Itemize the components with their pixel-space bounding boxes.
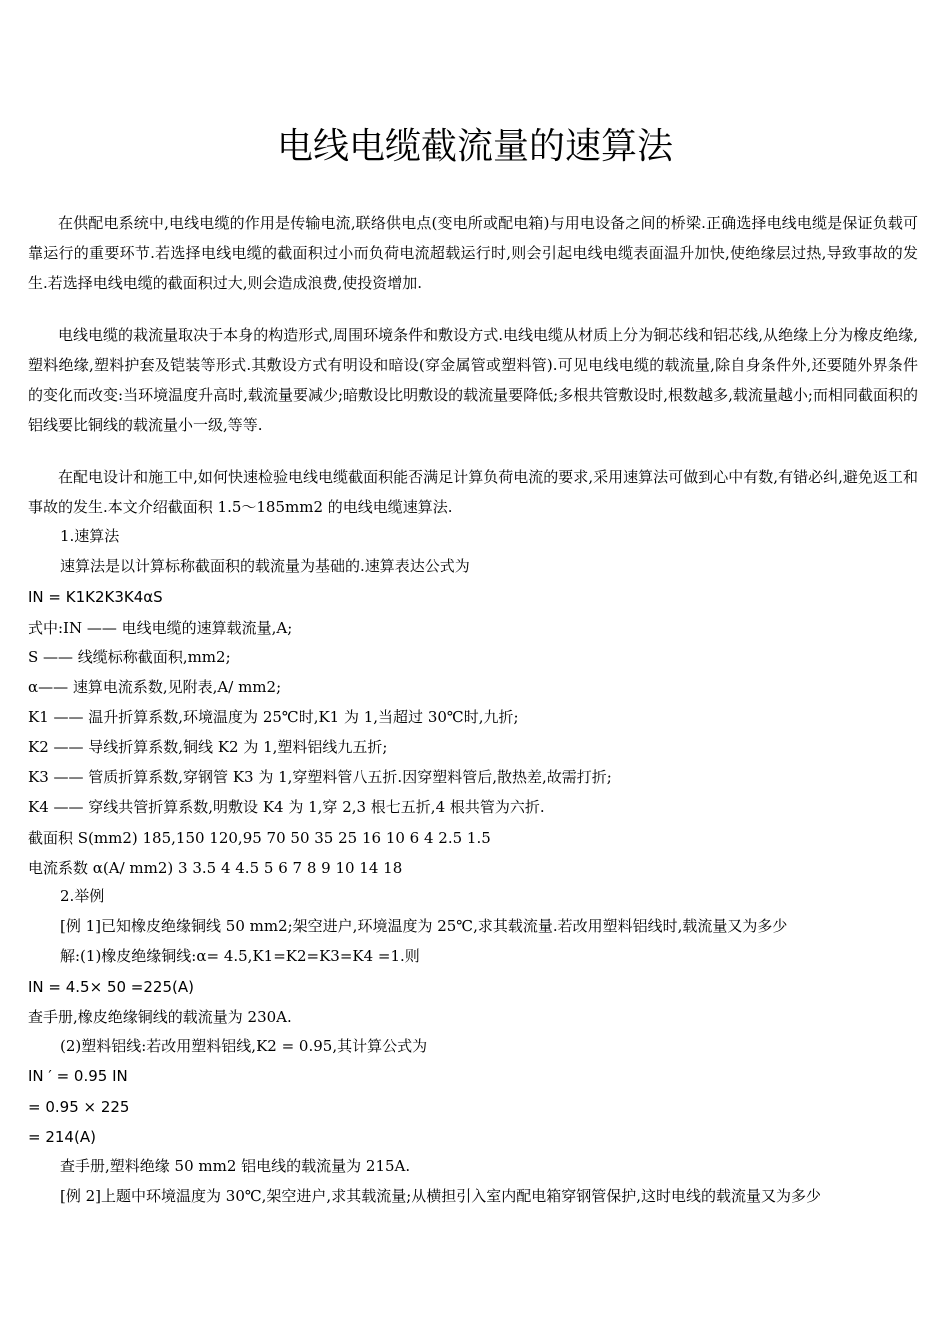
paragraph-design-purpose: 在配电设计和施工中,如何快速检验电线电缆截面积能否满足计算负荷电流的要求,采用速算法可做到心中有数,有错必纠,避免返工和事故的发生.本文介绍截面积 1.5～185mm2 的电线电缆速算法. — [28, 468, 918, 516]
formula-def-k2: K2 —— 导线折算系数,铜线 K2 为 1,塑料铝线九五折; — [28, 738, 388, 756]
example-1-calc: IN = 4.5× 50 =225(A) — [28, 978, 194, 996]
table-row-current-coefficient: 电流系数 α(A/ mm2) 3 3.5 4 4.5 5 6 7 8 9 10 14 18 — [28, 859, 403, 877]
example-1-calc-prime: IN ′ = 0.95 IN — [28, 1067, 128, 1085]
formula-def-k4: K4 —— 穿线共管折算系数,明敷设 K4 为 1,穿 2,3 根七五折,4 根共管为六折. — [28, 798, 545, 816]
formula-def-k3: K3 —— 管质折算系数,穿钢管 K3 为 1,穿塑料管八五折.因穿塑料管后,散热差,故需打折; — [28, 768, 612, 786]
example-1-question: [例 1]已知橡皮绝缘铜线 50 mm2;架空进户,环境温度为 25℃,求其载流量.若改用塑料铝线时,载流量又为多少 — [60, 917, 788, 935]
example-1-calc-step: = 0.95 × 225 — [28, 1098, 130, 1116]
formula-def-in: 式中:IN —— 电线电缆的速算载流量,A; — [28, 619, 293, 637]
section-heading-examples: 2.举例 — [60, 887, 105, 905]
formula-def-k1: K1 —— 温升折算系数,环境温度为 25℃时,K1 为 1,当超过 30℃时,九折; — [28, 708, 519, 726]
paragraph-ampacity-factors: 电线电缆的栽流量取决于本身的构造形式,周围环境条件和敷设方式.电线电缆从材质上分为铜芯线和铝芯线,从绝缘上分为橡皮绝缘,塑料绝缘,塑料护套及铠装等形式.其敷设方式有明设和暗设(穿金属管或塑料管).可见电线电缆的载流量,除自身条件外,还要随外界条件的变化而改变:当环境温度升高时,载流量要减少;暗敷设比明敷设的载流量要降低;多根共管敷设时,根数越多,载流量越小;而相同截面积的铝线要比铜线的载流量小一级,等等. — [28, 326, 918, 434]
formula-main: IN = K1K2K3K4αS — [28, 588, 163, 606]
formula-def-alpha: α—— 速算电流系数,见附表,A/ mm2; — [28, 678, 282, 696]
section-heading-method: 1.速算法 — [60, 527, 120, 545]
formula-def-s: S —— 线缆标称截面积,mm2; — [28, 648, 231, 666]
example-2-question: [例 2]上题中环境温度为 30℃,架空进户,求其载流量;从横担引入室内配电箱穿钢管保护,这时电线的载流量又为多少 — [60, 1187, 822, 1205]
paragraph-intro: 在供配电系统中,电线电缆的作用是传输电流,联络供电点(变电所或配电箱)与用电设备之间的桥梁.正确选择电线电缆是保证负载可靠运行的重要环节.若选择电线电缆的截面积过小而负荷电流超载运行时,则会引起电线电缆表面温升加快,使绝缘层过热,导致事故的发生.若选择电线电缆的截面积过大,则会造成浪费,使投资增加. — [28, 214, 918, 292]
method-description: 速算法是以计算标称截面积的载流量为基础的.速算表达公式为 — [60, 557, 470, 575]
example-1-handbook-copper: 查手册,橡皮绝缘铜线的载流量为 230A. — [28, 1008, 292, 1026]
example-1-solution-step2: (2)塑料铝线:若改用塑料铝线,K2 = 0.95,其计算公式为 — [60, 1037, 428, 1055]
example-1-solution-step1: 解:(1)橡皮绝缘铜线:α= 4.5,K1=K2=K3=K4 =1.则 — [60, 947, 420, 965]
example-1-calc-result: = 214(A) — [28, 1128, 96, 1146]
example-1-handbook-aluminum: 查手册,塑料绝缘 50 mm2 铝电线的载流量为 215A. — [60, 1157, 411, 1175]
table-row-cross-section: 截面积 S(mm2) 185,150 120,95 70 50 35 25 16 10 6 4 2.5 1.5 — [28, 829, 491, 847]
document-title: 电线电缆截流量的速算法 — [276, 126, 673, 168]
